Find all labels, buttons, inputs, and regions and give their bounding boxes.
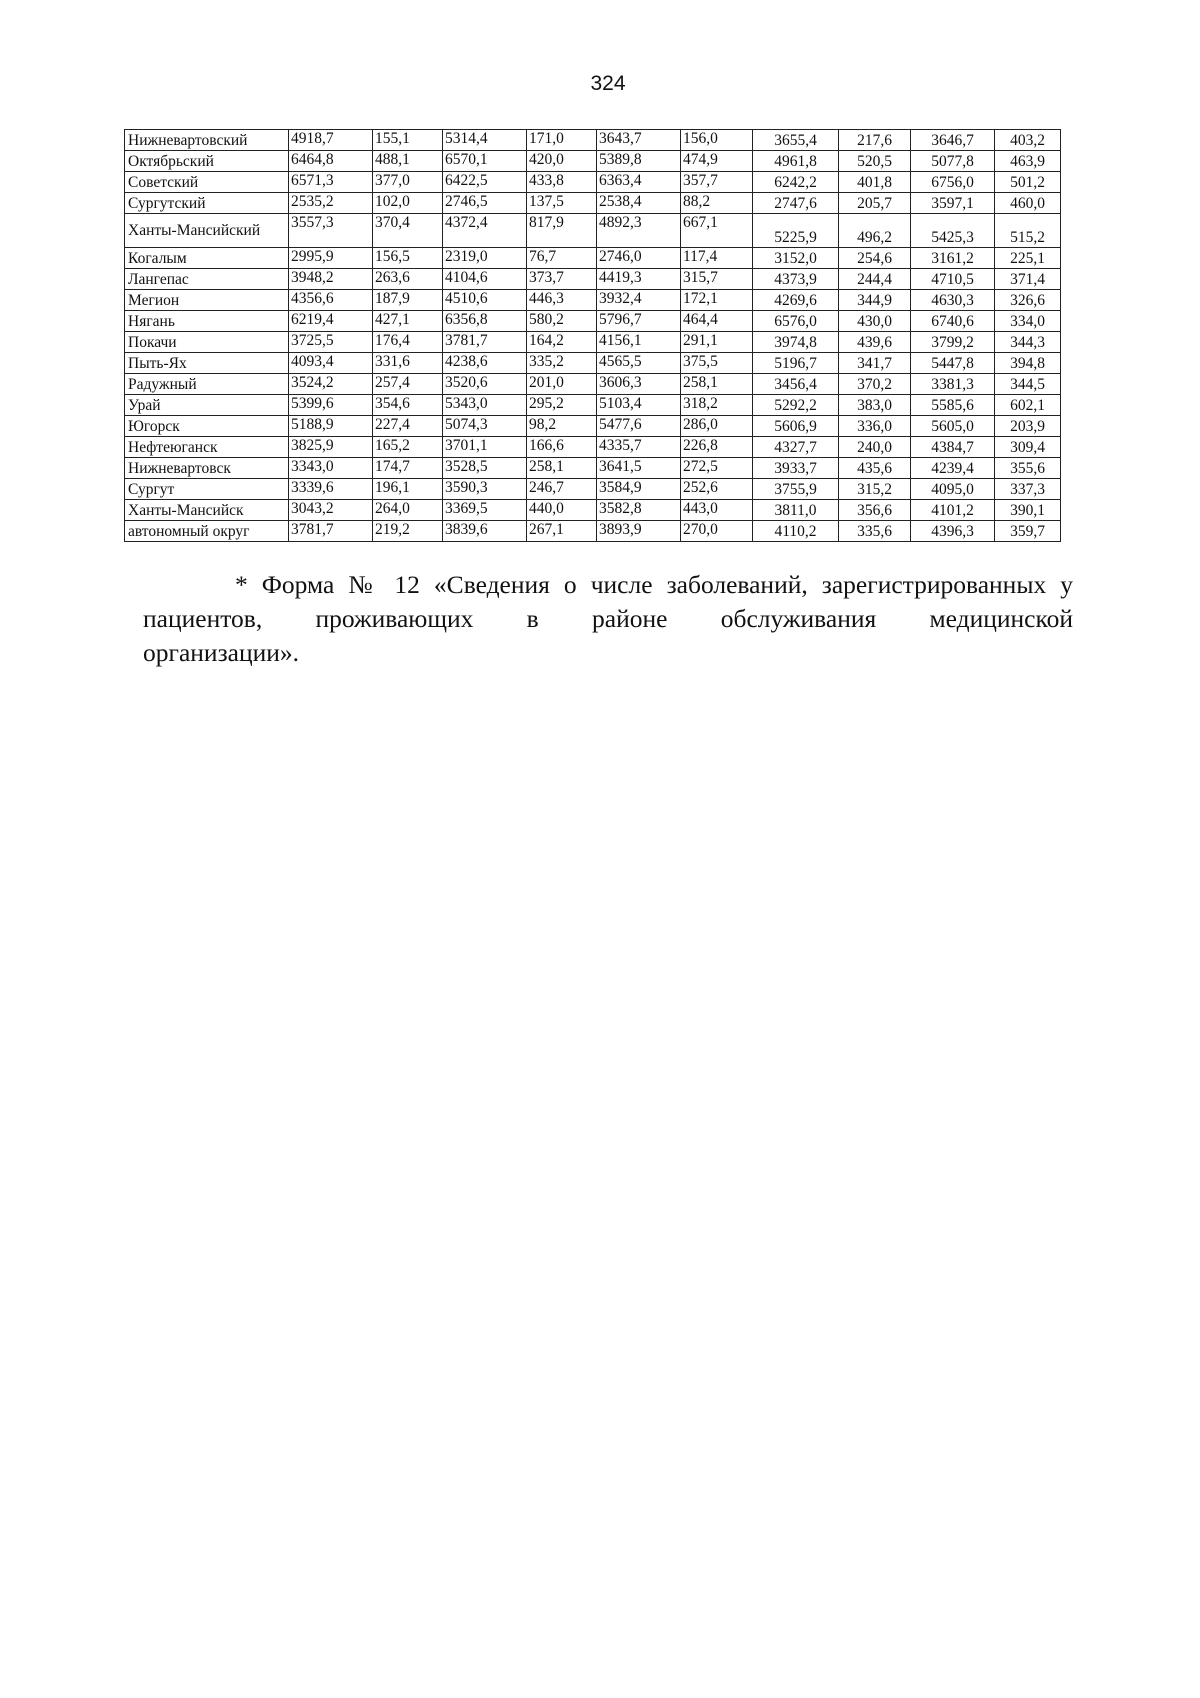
table-cell: 6756,0 (911, 172, 995, 193)
table-cell: 373,7 (527, 269, 597, 290)
table-cell: 267,1 (527, 521, 597, 542)
table-cell: 390,1 (995, 500, 1061, 521)
table-row (125, 214, 1061, 248)
table-cell: 6422,5 (443, 172, 527, 193)
table-cell: 309,4 (995, 437, 1061, 458)
table-cell: 331,6 (373, 353, 443, 374)
table-cell: 4373,9 (753, 269, 839, 290)
table-cell: 4095,0 (911, 479, 995, 500)
table-cell: 334,0 (995, 311, 1061, 332)
table-cell: 3582,8 (597, 500, 681, 521)
table-cell: 2538,4 (597, 193, 681, 214)
table-cell: 6576,0 (753, 311, 839, 332)
footnote (143, 568, 1073, 670)
table-cell: 164,2 (527, 332, 597, 353)
table-cell: 3369,5 (443, 500, 527, 521)
table-cell: 6356,8 (443, 311, 527, 332)
table-cell: 254,6 (839, 248, 911, 269)
table-cell: 2746,5 (443, 193, 527, 214)
table-cell: 5585,6 (911, 395, 995, 416)
table-cell: 4396,3 (911, 521, 995, 542)
table-cell: 318,2 (681, 395, 753, 416)
table-cell: 5477,6 (597, 416, 681, 437)
table-cell: 5605,0 (911, 416, 995, 437)
table-cell: 225,1 (995, 248, 1061, 269)
row-label: Радужный (125, 374, 289, 395)
table-cell: 356,6 (839, 500, 911, 521)
table-cell: 3655,4 (753, 130, 839, 151)
table-cell: 446,3 (527, 290, 597, 311)
table-cell: 3811,0 (753, 500, 839, 521)
table-body (125, 130, 1061, 542)
table-cell: 4269,6 (753, 290, 839, 311)
table-cell: 515,2 (995, 214, 1061, 248)
table-cell: 580,2 (527, 311, 597, 332)
table-cell: 817,9 (527, 214, 597, 248)
footnote-line-3: организации». (143, 638, 300, 667)
table-cell: 4961,8 (753, 151, 839, 172)
table-cell: 474,9 (681, 151, 753, 172)
table-cell: 3043,2 (289, 500, 373, 521)
footnote-line-2: пациентов, проживающих в районе обслуживания медицинской (143, 604, 1073, 633)
table-cell: 401,8 (839, 172, 911, 193)
table-row (125, 500, 1061, 521)
table-row (125, 395, 1061, 416)
table-cell: 76,7 (527, 248, 597, 269)
table-cell: 460,0 (995, 193, 1061, 214)
table-cell: 335,6 (839, 521, 911, 542)
table-cell: 3948,2 (289, 269, 373, 290)
table-cell: 6363,4 (597, 172, 681, 193)
table-cell: 427,1 (373, 311, 443, 332)
table-cell: 3893,9 (597, 521, 681, 542)
table-cell: 3339,6 (289, 479, 373, 500)
table-cell: 3799,2 (911, 332, 995, 353)
table-cell: 433,8 (527, 172, 597, 193)
table-cell: 4918,7 (289, 130, 373, 151)
table-cell: 4327,7 (753, 437, 839, 458)
table-cell: 3933,7 (753, 458, 839, 479)
table-cell: 2746,0 (597, 248, 681, 269)
table-cell: 602,1 (995, 395, 1061, 416)
table-row (125, 311, 1061, 332)
table-cell: 501,2 (995, 172, 1061, 193)
table-row (125, 248, 1061, 269)
table-cell: 341,7 (839, 353, 911, 374)
table-cell: 4110,2 (753, 521, 839, 542)
table-cell: 6242,2 (753, 172, 839, 193)
row-label: Нефтеюганск (125, 437, 289, 458)
table-cell: 172,1 (681, 290, 753, 311)
table-cell: 240,0 (839, 437, 911, 458)
table-cell: 5606,9 (753, 416, 839, 437)
table-row (125, 458, 1061, 479)
table-cell: 359,7 (995, 521, 1061, 542)
table-cell: 377,0 (373, 172, 443, 193)
table-cell: 3725,5 (289, 332, 373, 353)
table-cell: 3606,3 (597, 374, 681, 395)
table-cell: 375,5 (681, 353, 753, 374)
table-cell: 137,5 (527, 193, 597, 214)
row-label: Урай (125, 395, 289, 416)
table-cell: 4101,2 (911, 500, 995, 521)
table-cell: 3781,7 (289, 521, 373, 542)
table-cell: 227,4 (373, 416, 443, 437)
table-cell: 420,0 (527, 151, 597, 172)
table-cell: 217,6 (839, 130, 911, 151)
table-cell: 4710,5 (911, 269, 995, 290)
statistics-table (124, 129, 1061, 542)
table-cell: 272,5 (681, 458, 753, 479)
table-cell: 6219,4 (289, 311, 373, 332)
table-cell: 2535,2 (289, 193, 373, 214)
table-cell: 403,2 (995, 130, 1061, 151)
table-cell: 257,4 (373, 374, 443, 395)
table-cell: 174,7 (373, 458, 443, 479)
table-cell: 4238,6 (443, 353, 527, 374)
table-row (125, 193, 1061, 214)
table-cell: 263,6 (373, 269, 443, 290)
table-cell: 464,4 (681, 311, 753, 332)
table-cell: 370,4 (373, 214, 443, 248)
row-label: Советский (125, 172, 289, 193)
row-label: Ханты-Мансийск (125, 500, 289, 521)
table-row (125, 437, 1061, 458)
table-cell: 3524,2 (289, 374, 373, 395)
row-label: Сургут (125, 479, 289, 500)
table-cell: 435,6 (839, 458, 911, 479)
table-cell: 354,6 (373, 395, 443, 416)
table-cell: 5796,7 (597, 311, 681, 332)
table-cell: 3597,1 (911, 193, 995, 214)
table-cell: 344,3 (995, 332, 1061, 353)
table-cell: 488,1 (373, 151, 443, 172)
table-cell: 219,2 (373, 521, 443, 542)
table-cell: 520,5 (839, 151, 911, 172)
table-cell: 370,2 (839, 374, 911, 395)
table-cell: 496,2 (839, 214, 911, 248)
table-cell: 5292,2 (753, 395, 839, 416)
row-label: автономный округ (125, 521, 289, 542)
table-cell: 3520,6 (443, 374, 527, 395)
row-label: Пыть-Ях (125, 353, 289, 374)
table-cell: 315,7 (681, 269, 753, 290)
table-row (125, 332, 1061, 353)
table-cell: 258,1 (527, 458, 597, 479)
table-cell: 667,1 (681, 214, 753, 248)
table-cell: 383,0 (839, 395, 911, 416)
table-cell: 337,3 (995, 479, 1061, 500)
table-cell: 6464,8 (289, 151, 373, 172)
row-label: Покачи (125, 332, 289, 353)
table-cell: 165,2 (373, 437, 443, 458)
table-cell: 3456,4 (753, 374, 839, 395)
table-cell: 4104,6 (443, 269, 527, 290)
table-cell: 5343,0 (443, 395, 527, 416)
row-label: Сургутский (125, 193, 289, 214)
table-row (125, 151, 1061, 172)
table-cell: 5074,3 (443, 416, 527, 437)
row-label: Югорск (125, 416, 289, 437)
table-row (125, 130, 1061, 151)
page-number: 324 (590, 72, 626, 95)
table-cell: 4093,4 (289, 353, 373, 374)
table-row (125, 290, 1061, 311)
table-cell: 171,0 (527, 130, 597, 151)
table-cell: 5196,7 (753, 353, 839, 374)
table-cell: 3755,9 (753, 479, 839, 500)
table-cell: 3701,1 (443, 437, 527, 458)
table-cell: 3641,5 (597, 458, 681, 479)
row-label: Нижневартовск (125, 458, 289, 479)
table-row (125, 269, 1061, 290)
table-cell: 3343,0 (289, 458, 373, 479)
table-cell: 326,6 (995, 290, 1061, 311)
table-row (125, 172, 1061, 193)
table-cell: 443,0 (681, 500, 753, 521)
table-row (125, 353, 1061, 374)
table-cell: 5399,6 (289, 395, 373, 416)
table-cell: 246,7 (527, 479, 597, 500)
table-cell: 3557,3 (289, 214, 373, 248)
table-cell: 196,1 (373, 479, 443, 500)
table-cell: 187,9 (373, 290, 443, 311)
table-cell: 291,1 (681, 332, 753, 353)
table-cell: 4335,7 (597, 437, 681, 458)
table-cell: 3825,9 (289, 437, 373, 458)
table-cell: 430,0 (839, 311, 911, 332)
table-cell: 155,1 (373, 130, 443, 151)
table-cell: 4384,7 (911, 437, 995, 458)
table-cell: 3646,7 (911, 130, 995, 151)
table-cell: 201,0 (527, 374, 597, 395)
table-cell: 226,8 (681, 437, 753, 458)
table-cell: 3381,3 (911, 374, 995, 395)
table-row (125, 416, 1061, 437)
table-cell: 357,7 (681, 172, 753, 193)
row-label: Октябрьский (125, 151, 289, 172)
table-cell: 336,0 (839, 416, 911, 437)
table-cell: 440,0 (527, 500, 597, 521)
table-cell: 2995,9 (289, 248, 373, 269)
table-cell: 4565,5 (597, 353, 681, 374)
row-label: Мегион (125, 290, 289, 311)
row-label: Ханты-Мансийский (125, 214, 289, 248)
table-row (125, 479, 1061, 500)
table-cell: 4372,4 (443, 214, 527, 248)
row-label: Лангепас (125, 269, 289, 290)
table-cell: 98,2 (527, 416, 597, 437)
table-cell: 5425,3 (911, 214, 995, 248)
table-cell: 6740,6 (911, 311, 995, 332)
footnote-line-1: * Форма № 12 «Сведения о числе заболеваний, зарегистрированных у (235, 570, 1073, 599)
table-cell: 5389,8 (597, 151, 681, 172)
table-cell: 4510,6 (443, 290, 527, 311)
table-cell: 286,0 (681, 416, 753, 437)
table-cell: 6570,1 (443, 151, 527, 172)
row-label: Когалым (125, 248, 289, 269)
table-cell: 3781,7 (443, 332, 527, 353)
table-cell: 335,2 (527, 353, 597, 374)
table-row (125, 521, 1061, 542)
table-cell: 4356,6 (289, 290, 373, 311)
table-cell: 371,4 (995, 269, 1061, 290)
table-cell: 258,1 (681, 374, 753, 395)
table-cell: 156,5 (373, 248, 443, 269)
table-cell: 295,2 (527, 395, 597, 416)
table-cell: 205,7 (839, 193, 911, 214)
table-cell: 4892,3 (597, 214, 681, 248)
table-cell: 3528,5 (443, 458, 527, 479)
table-cell: 4239,4 (911, 458, 995, 479)
table-cell: 3932,4 (597, 290, 681, 311)
table-cell: 3974,8 (753, 332, 839, 353)
table-cell: 355,6 (995, 458, 1061, 479)
table-cell: 3643,7 (597, 130, 681, 151)
table-cell: 264,0 (373, 500, 443, 521)
table-cell: 4156,1 (597, 332, 681, 353)
table-cell: 203,9 (995, 416, 1061, 437)
row-label: Нижневартовский (125, 130, 289, 151)
table-cell: 6571,3 (289, 172, 373, 193)
table-cell: 463,9 (995, 151, 1061, 172)
row-label: Нягань (125, 311, 289, 332)
table-cell: 344,5 (995, 374, 1061, 395)
table-cell: 2747,6 (753, 193, 839, 214)
table-cell: 5225,9 (753, 214, 839, 248)
table-cell: 4419,3 (597, 269, 681, 290)
table-cell: 176,4 (373, 332, 443, 353)
table-cell: 252,6 (681, 479, 753, 500)
table-cell: 166,6 (527, 437, 597, 458)
table-cell: 117,4 (681, 248, 753, 269)
table-cell: 2319,0 (443, 248, 527, 269)
table-cell: 3161,2 (911, 248, 995, 269)
table-cell: 5447,8 (911, 353, 995, 374)
table-cell: 5077,8 (911, 151, 995, 172)
table-cell: 156,0 (681, 130, 753, 151)
table-cell: 270,0 (681, 521, 753, 542)
table-cell: 5103,4 (597, 395, 681, 416)
table-cell: 4630,3 (911, 290, 995, 311)
table-cell: 439,6 (839, 332, 911, 353)
table-cell: 394,8 (995, 353, 1061, 374)
table-cell: 102,0 (373, 193, 443, 214)
table-cell: 5188,9 (289, 416, 373, 437)
table-row (125, 374, 1061, 395)
table-cell: 3152,0 (753, 248, 839, 269)
table-cell: 3590,3 (443, 479, 527, 500)
table-cell: 5314,4 (443, 130, 527, 151)
table-cell: 244,4 (839, 269, 911, 290)
table-cell: 88,2 (681, 193, 753, 214)
table-cell: 315,2 (839, 479, 911, 500)
table-cell: 344,9 (839, 290, 911, 311)
table-cell: 3584,9 (597, 479, 681, 500)
table-cell: 3839,6 (443, 521, 527, 542)
